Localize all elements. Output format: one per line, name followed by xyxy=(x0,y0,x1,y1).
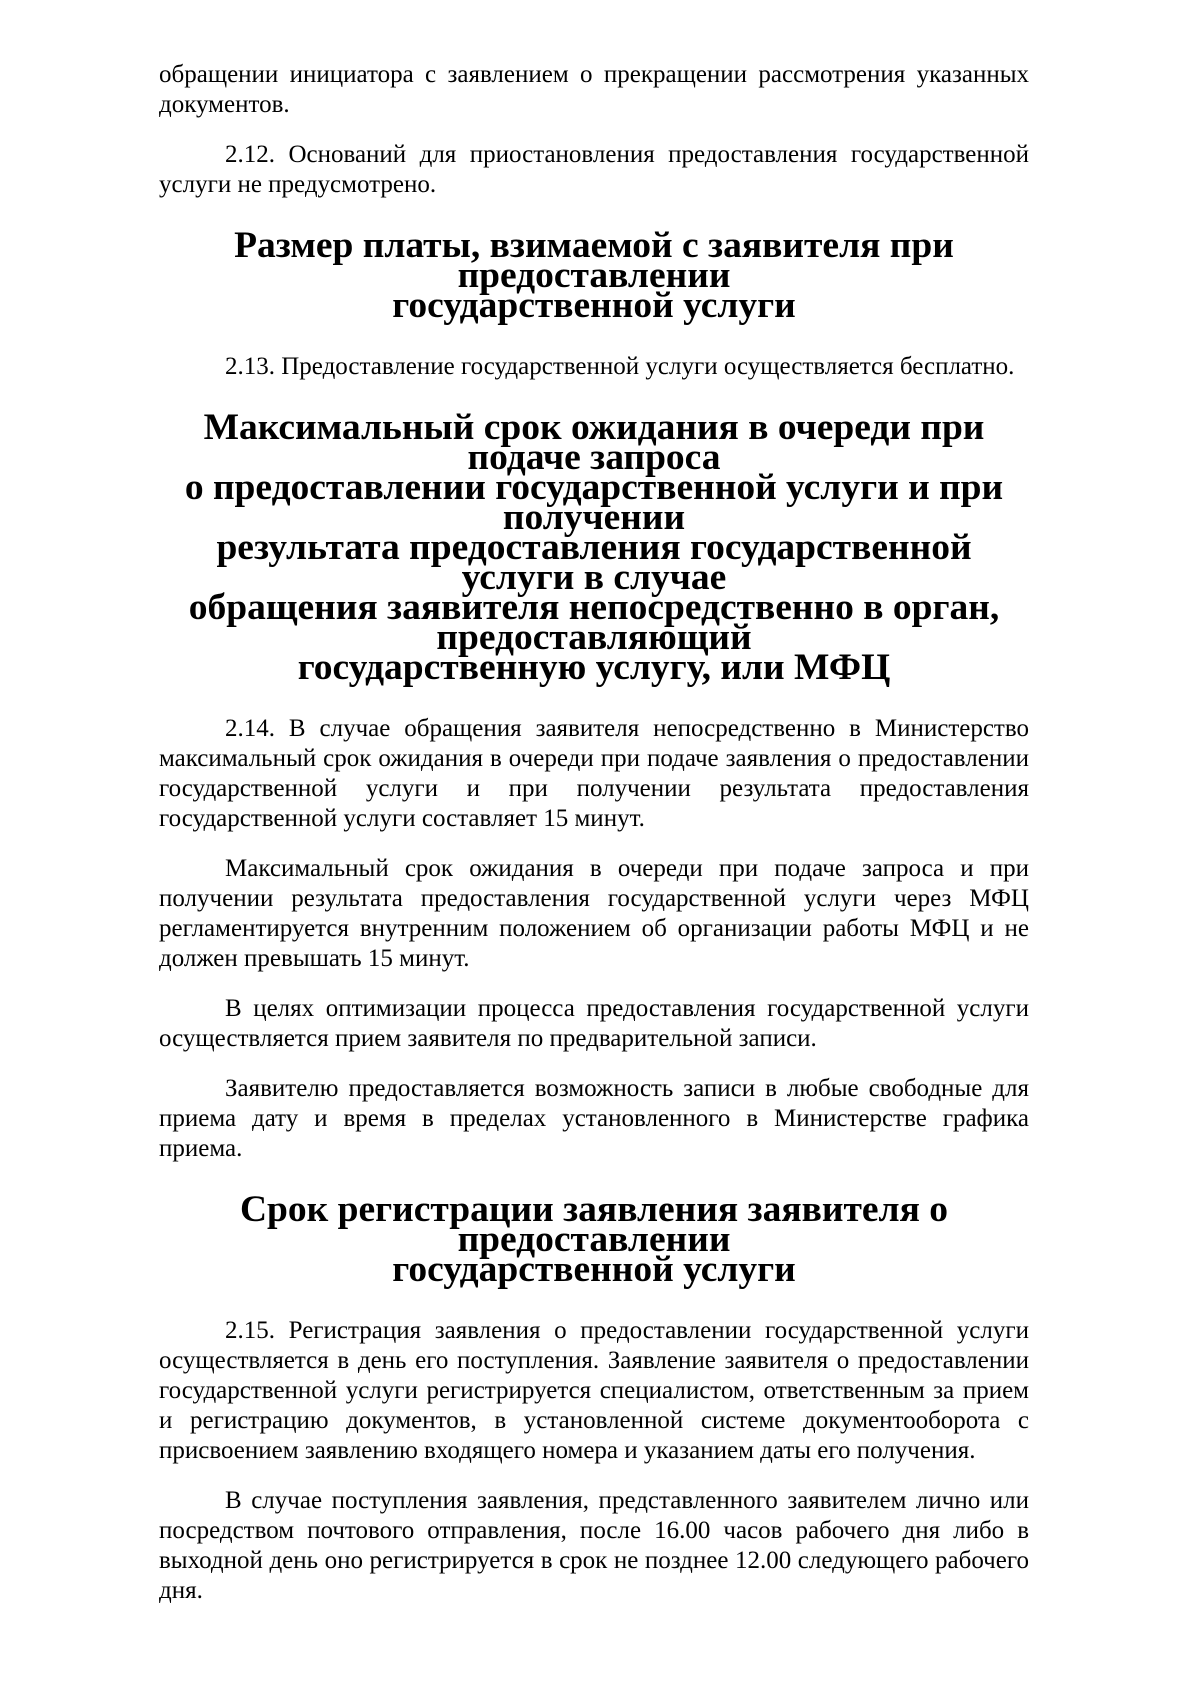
paragraph-2-13: 2.13. Предоставление государственной услуги осуществляется бесплатно. xyxy=(225,353,1015,380)
paragraph-booking: Заявителю предоставляется возможность записи в любые свободные для приема дату и время в пределах установленного в Министерстве графика приема. xyxy=(159,1075,1029,1162)
heading-queue-time xyxy=(159,407,1029,688)
heading-registration-line: государственной услуги xyxy=(392,1249,796,1290)
paragraph-continuation: обращении инициатора с заявлением о прекращении рассмотрения указанных документов. xyxy=(159,61,1029,118)
heading-queue-time-line: Максимальный срок ожидания в очереди при подаче запроса xyxy=(203,407,985,478)
heading-fee-line: Размер платы, взимаемой с заявителя при предоставлении xyxy=(234,225,954,296)
heading-queue-time-line: результата предоставления государственной услуги в случае xyxy=(216,527,972,598)
paragraph-preregistration: В целях оптимизации процесса предоставления государственной услуги осуществляется прием заявителя по предварительной записи. xyxy=(159,995,1029,1052)
heading-registration xyxy=(159,1189,1029,1290)
paragraph-2-12: 2.12. Оснований для приостановления предоставления государственной услуги не предусмотрено. xyxy=(159,141,1029,198)
heading-queue-time-line: государственную услугу, или МФЦ xyxy=(297,647,891,688)
document-page xyxy=(159,60,1029,1606)
heading-registration-line: Срок регистрации заявления заявителя о предоставлении xyxy=(239,1189,949,1260)
paragraph-after-hours: В случае поступления заявления, представленного заявителем лично или посредством почтового отправления, после 16.00 часов рабочего дня либо в выходной день оно регистрируется в срок не позднее 12.00 следующего рабочего дня. xyxy=(159,1487,1029,1604)
heading-fee-line: государственной услуги xyxy=(392,285,796,326)
heading-fee xyxy=(159,225,1029,326)
paragraph-mfc-wait: Максимальный срок ожидания в очереди при подаче запроса и при получении результата предоставления государственной услуги через МФЦ регламентируется внутренним положением об организации работы МФЦ и не должен превышать 15 минут. xyxy=(159,855,1029,972)
heading-queue-time-line: о предоставлении государственной услуги и при получении xyxy=(184,467,1004,538)
paragraph-2-14: 2.14. В случае обращения заявителя непосредственно в Министерство максимальный срок ожидания в очереди при подаче заявления о предоставлении государственной услуги и при получении результата предоставления государственной услуги составляет 15 минут. xyxy=(159,715,1029,832)
heading-queue-time-line: обращения заявителя непосредственно в орган, предоставляющий xyxy=(188,587,1000,658)
paragraph-2-15: 2.15. Регистрация заявления о предоставлении государственной услуги осуществляется в день его поступления. Заявление заявителя о предоставлении государственной услуги регистрируется специалистом, ответственным за прием и регистрацию документов, в установленной системе документооборота с присвоением заявлению входящего номера и указанием даты его получения. xyxy=(159,1317,1029,1464)
